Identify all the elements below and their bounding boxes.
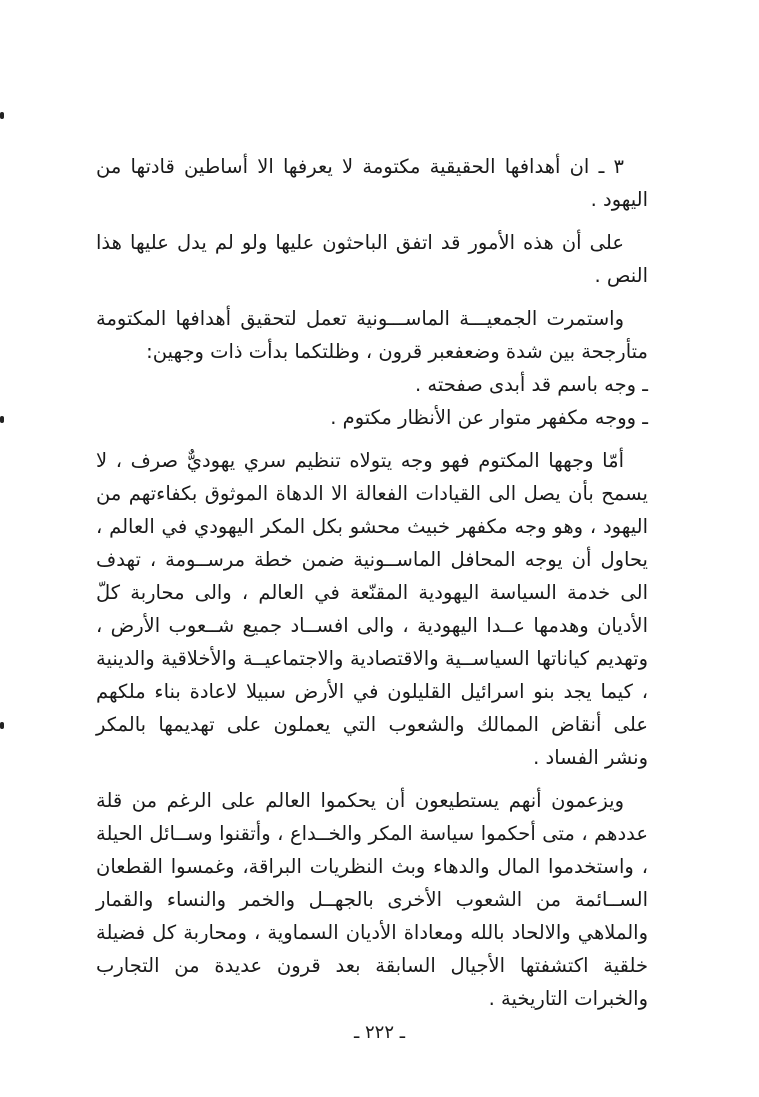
binding-mark <box>0 722 4 729</box>
dash-item: ـ وجه باسم قد أبدى صفحته . <box>415 373 648 396</box>
paragraph: واستمرت الجمعيـــة الماســـونية تعمل لتحقيق أهدافها المكتومة متأرجحة بين شدة وضعفعبر قرون ، وظلتكما بدأت ذات وجهين: <box>96 307 648 363</box>
dash-item: ـ ووجه مكفهر متوار عن الأنظار مكتوم . <box>330 406 648 429</box>
binding-mark <box>0 416 4 423</box>
binding-mark <box>0 112 4 119</box>
paragraph: أمّا وجهها المكتوم فهو وجه يتولاه تنظيم سري يهوديٌّ صرف ، لا يسمح بأن يصل الى القيادات الفعالة الا الدهاة الموثوق بكفاءتهم من اليهود ، وهو وجه مكفهر خبيث محشو بكل المكر اليهودي في العالم ، يحاول أن يوجه المحافل الماســونية ضمن خطة مرســومة ، تهدف الى خدمة السياسة اليهودية المقنّعة في العالم ، والى محاربة كلّ الأديان وهدمها عــدا اليهودية ، والى افســاد جميع شــعوب الأرض ، وتهديم كياناتها السياســية والاقتصادية والاجتماعيــة والأخلاقية والدينية ، كيما يجد بنو اسرائيل القليلون في الأرض سبيلا لاعادة بناء ملكهم على أنقاض الممالك والشعوب التي يعملون على تهديمها بالمكر ونشر الفساد . <box>96 449 648 769</box>
page-number: ـ ٢٢٢ ـ <box>353 1022 405 1043</box>
paragraph: ٣ ـ ان أهدافها الحقيقية مكتومة لا يعرفها الا أساطين قادتها من اليهود . <box>96 155 648 211</box>
paragraph: على أن هذه الأمور قد اتفق الباحثون عليها ولو لم يدل عليها هذا النص . <box>96 231 648 287</box>
paragraph: ويزعمون أنهم يستطيعون أن يحكموا العالم على الرغم من قلة عددهم ، متى أحكموا سياسة المكر والخــداع ، وأتقنوا وســائل الحيلة ، واستخدموا المال والدهاء وبث النظريات البراقة، وغمسوا القطعان الســائمة من الشعوب الأخرى بالجهــل والخمر والنساء والقمار والملاهي والالحاد بالله ومعاداة الأديان السماوية ، ومحاربة كل فضيلة خلقية اكتشفتها الأجيال السابقة بعد قرون عديدة من التجارب والخبرات التاريخية . <box>96 789 648 1010</box>
page-body <box>96 150 648 1015</box>
